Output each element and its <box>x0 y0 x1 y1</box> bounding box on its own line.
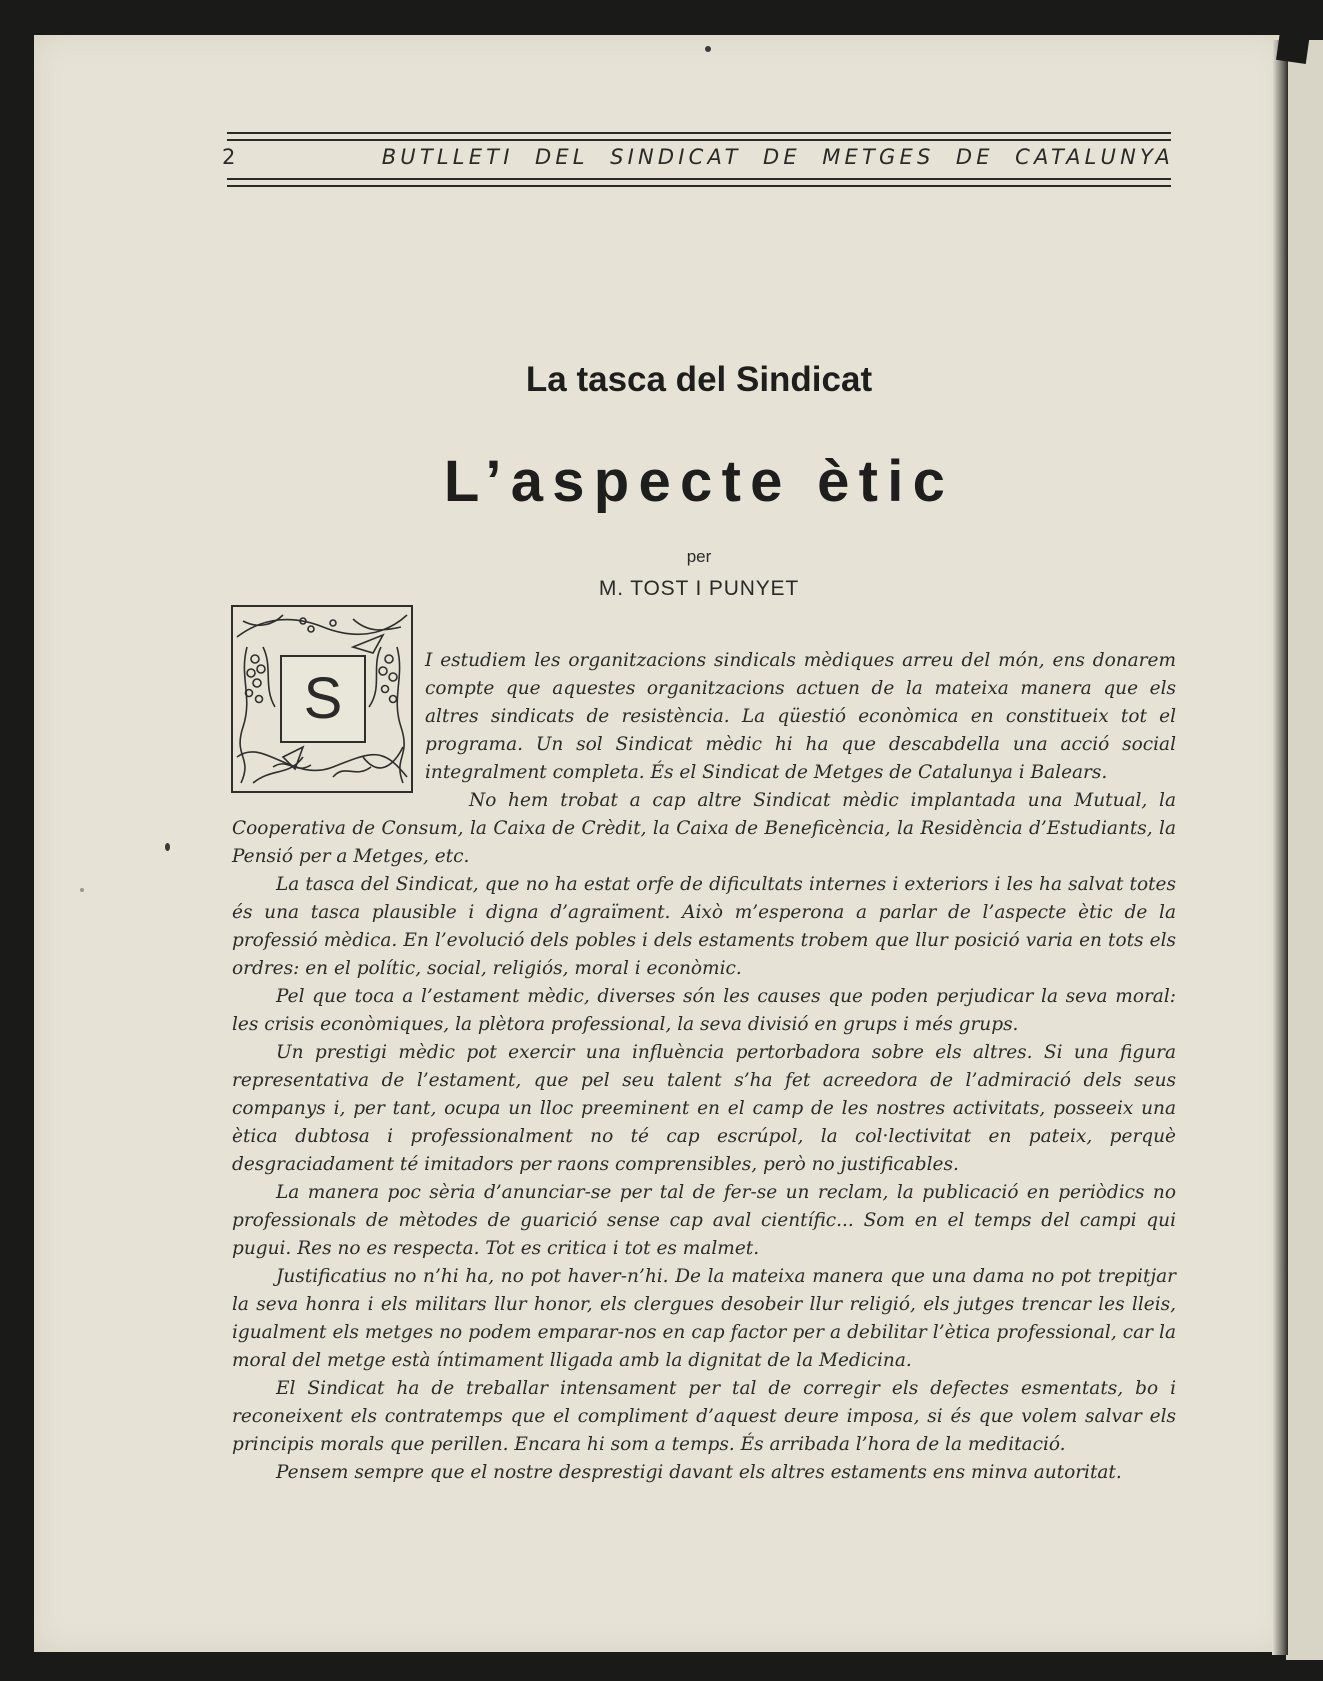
running-head <box>222 145 1174 169</box>
header-rule-bottom <box>227 178 1171 187</box>
ink-speck <box>165 843 170 851</box>
page-gutter-shadow <box>1272 40 1288 1655</box>
byline-prefix: per <box>686 547 712 566</box>
header-rule-top <box>227 132 1171 141</box>
paragraph: Justificatius no n’hi ha, no pot haver-n’hi. De la mateixa manera que una dama no pot trepitjar la seva honra i els militars llur honor, els clergues desobeir llur religió, els jutges trencar les lleis, igualment els metges no podem emparar-nos en cap factor per a debilitar l’ètica professional, car la moral del metge està íntimament lligada amb la dignitat de la Medicina. <box>232 1266 1176 1371</box>
paragraph: La manera poc sèria d’anunciar-se per tal de fer-se un reclam, la publicació en periòdics no professionals de mètodes de guarició sense cap aval científic... Som en el temps del campi qui pugui. Res no es respecta. Tot es critica i tot es malmet. <box>232 1182 1176 1259</box>
ink-speck <box>705 46 711 52</box>
dropcap-letter: S <box>280 655 366 743</box>
paragraph: Pel que toca a l’estament mèdic, diverses són les causes que poden perjudicar la seva moral: les crisis econòmiques, la plètora professional, la seva divisió en grups i més grups. <box>232 986 1176 1035</box>
paragraph <box>232 647 1176 787</box>
section-title: La tasca del Sindicat <box>525 360 873 399</box>
paragraph: Pensem sempre que el nostre desprestigi davant els altres estaments ens minva autoritat. <box>276 1462 1122 1483</box>
adjacent-page-edge <box>1286 40 1323 1660</box>
paragraph: Un prestigi mèdic pot exercir una influència pertorbadora sobre els altres. Si una figura representativa de l’estament, que pel seu talent s’ha fet acreedora de l’admiració dels seus companys i, per tant, ocupa un lloc preeminent en el camp de les nostres activitats, posseeix una ètica dubtosa i professionalment no té cap escrúpol, la col·lectivitat en pateix, perquè desgraciadament té imitadors per raons comprensibles, però no justificables. <box>232 1042 1176 1175</box>
paragraph: La tasca del Sindicat, que no ha estat orfe de dificultats internes i exteriors i les ha salvat totes és una tasca plausible i digna d’agraïment. Això m’esperona a parlar de l’aspecte ètic de la professió mèdica. En l’evolució dels pobles i dels estaments trobem que llur posició varia en tots els ordres: en el polític, social, religiós, moral i econòmic. <box>232 874 1176 979</box>
scan-corner <box>1276 30 1310 64</box>
ink-speck <box>80 888 84 892</box>
article-body <box>232 647 1176 1487</box>
paragraph: El Sindicat ha de treballar intensament per tal de corregir els defectes esmentats, bo i reconeixent els contratemps que el compliment d’aquest deure imposa, si és que volem salvar els principis morals que perillen. Encara hi som a temps. És arribada l’hora de la meditació. <box>232 1378 1176 1455</box>
paragraph-text: I estudiem les organitzacions sindicals mèdiques arreu del món, ens donarem compte que aquestes organitzacions actuen de la mateixa manera que els altres sindicats de resistència. La qüestió econòmica en constitueix tot el programa. Un sol Sindicat mèdic hi ha que descabdella una acció social integralment completa. És el Sindicat de Metges de Catalunya i Balears. <box>425 650 1176 783</box>
dropcap-ornament <box>231 605 413 793</box>
article-title: L’aspecte ètic <box>443 449 955 514</box>
paragraph: No hem trobat a cap altre Sindicat mèdic implantada una Mutual, la Cooperativa de Consum, la Caixa de Crèdit, la Caixa de Beneficència, la Residència d’Estudiants, la Pensió per a Metges, etc. <box>232 790 1176 867</box>
page-number: 2 <box>222 145 236 169</box>
author-name: M. TOST I PUNYET <box>598 577 800 600</box>
journal-title: BUTLLETI DEL SINDICAT DE METGES DE CATALUNYA <box>381 145 1174 169</box>
